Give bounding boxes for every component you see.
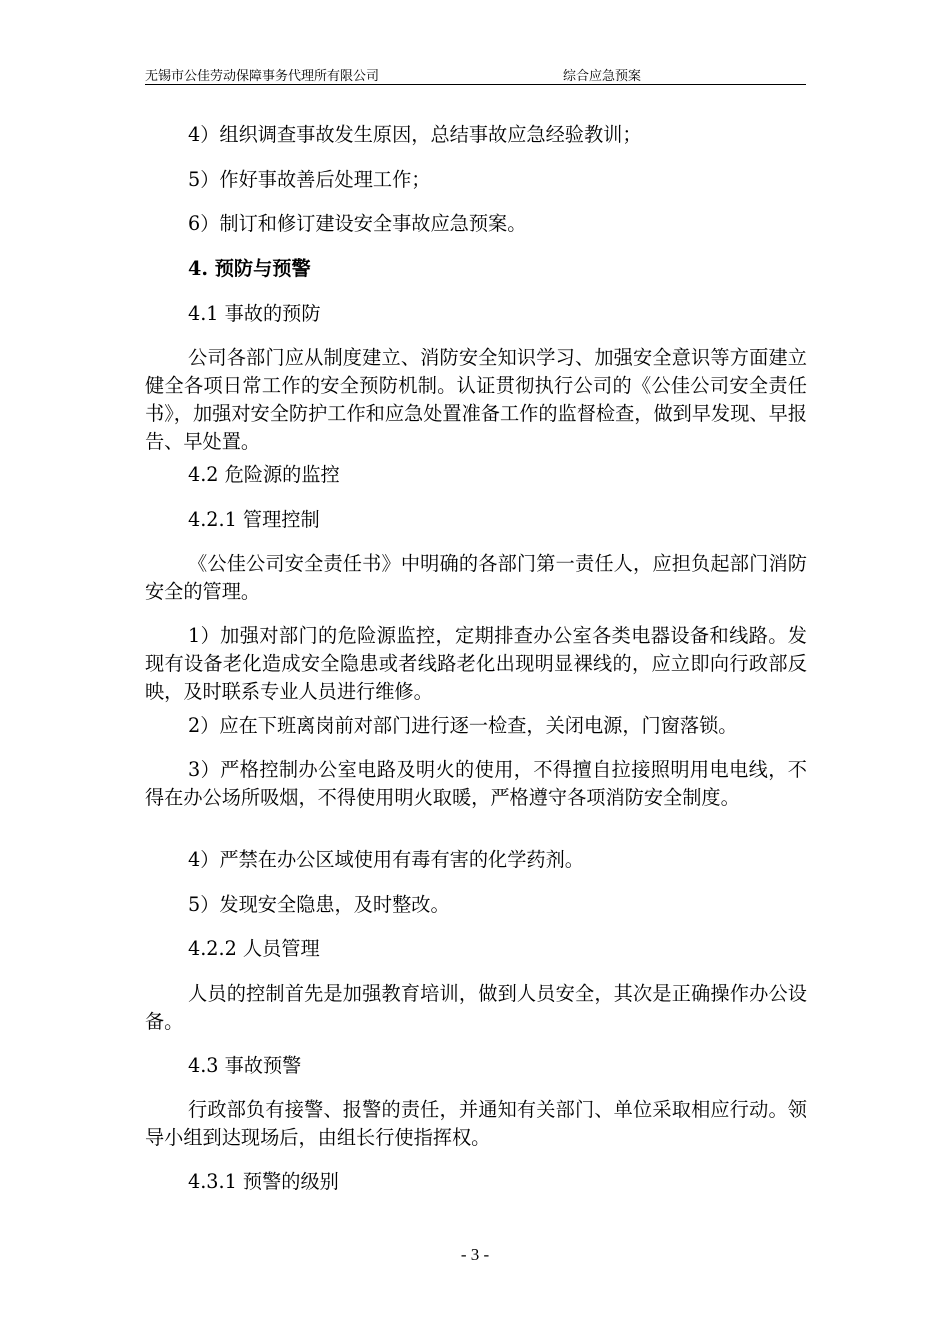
- subsection-heading: 4.2.1 管理控制: [188, 508, 320, 531]
- list-item: 3）严格控制办公室电路及明火的使用，不得擅自拉接照明用电电线，不得在办公场所吸烟，不得使用明火取暖，严格遵守各项消防安全制度。: [145, 758, 807, 809]
- header-company: 无锡市公佳劳动保障事务代理所有限公司: [145, 69, 380, 84]
- paragraph: 行政部负有接警、报警的责任，并通知有关部门、单位采取相应行动。领导小组到达现场后，由组长行使指挥权。: [145, 1098, 807, 1149]
- header-doc-title: 综合应急预案: [563, 69, 642, 84]
- list-item: 5）作好事故善后处理工作；: [188, 168, 431, 191]
- list-item: 4）严禁在办公区域使用有毒有害的化学药剂。: [188, 848, 584, 871]
- subsection-heading: 4.2.2 人员管理: [188, 937, 320, 960]
- list-item: 6）制订和修订建设安全事故应急预案。: [188, 212, 527, 235]
- list-item: 4）组织调查事故发生原因，总结事故应急经验教训；: [188, 123, 642, 146]
- page-header: [145, 64, 806, 85]
- paragraph: 《公佳公司安全责任书》中明确的各部门第一责任人，应担负起部门消防安全的管理。: [145, 552, 807, 603]
- list-item: 5）发现安全隐患，及时整改。: [188, 893, 450, 916]
- section-heading: 4. 预防与预警: [188, 257, 311, 280]
- list-item: 1）加强对部门的危险源监控，定期排查办公室各类电器设备和线路。发现有设备老化造成安全隐患或者线路老化出现明显裸线的，应立即向行政部反映，及时联系专业人员进行维修。: [145, 624, 807, 703]
- subsection-heading: 4.3.1 预警的级别: [188, 1170, 339, 1193]
- paragraph: 公司各部门应从制度建立、消防安全知识学习、加强安全意识等方面建立健全各项日常工作的安全预防机制。认证贯彻执行公司的《公佳公司安全责任书》，加强对安全防护工作和应急处置准备工作的监督检查，做到早发现、早报告、早处置。: [145, 346, 807, 453]
- subsection-heading: 4.3 事故预警: [188, 1054, 302, 1077]
- subsection-heading: 4.2 危险源的监控: [188, 463, 340, 486]
- subsection-heading: 4.1 事故的预防: [188, 302, 321, 325]
- paragraph: 人员的控制首先是加强教育培训，做到人员安全，其次是正确操作办公设备。: [145, 982, 807, 1033]
- list-item: 2）应在下班离岗前对部门进行逐一检查，关闭电源，门窗落锁。: [188, 714, 738, 737]
- page-number: - 3 -: [460, 1245, 490, 1264]
